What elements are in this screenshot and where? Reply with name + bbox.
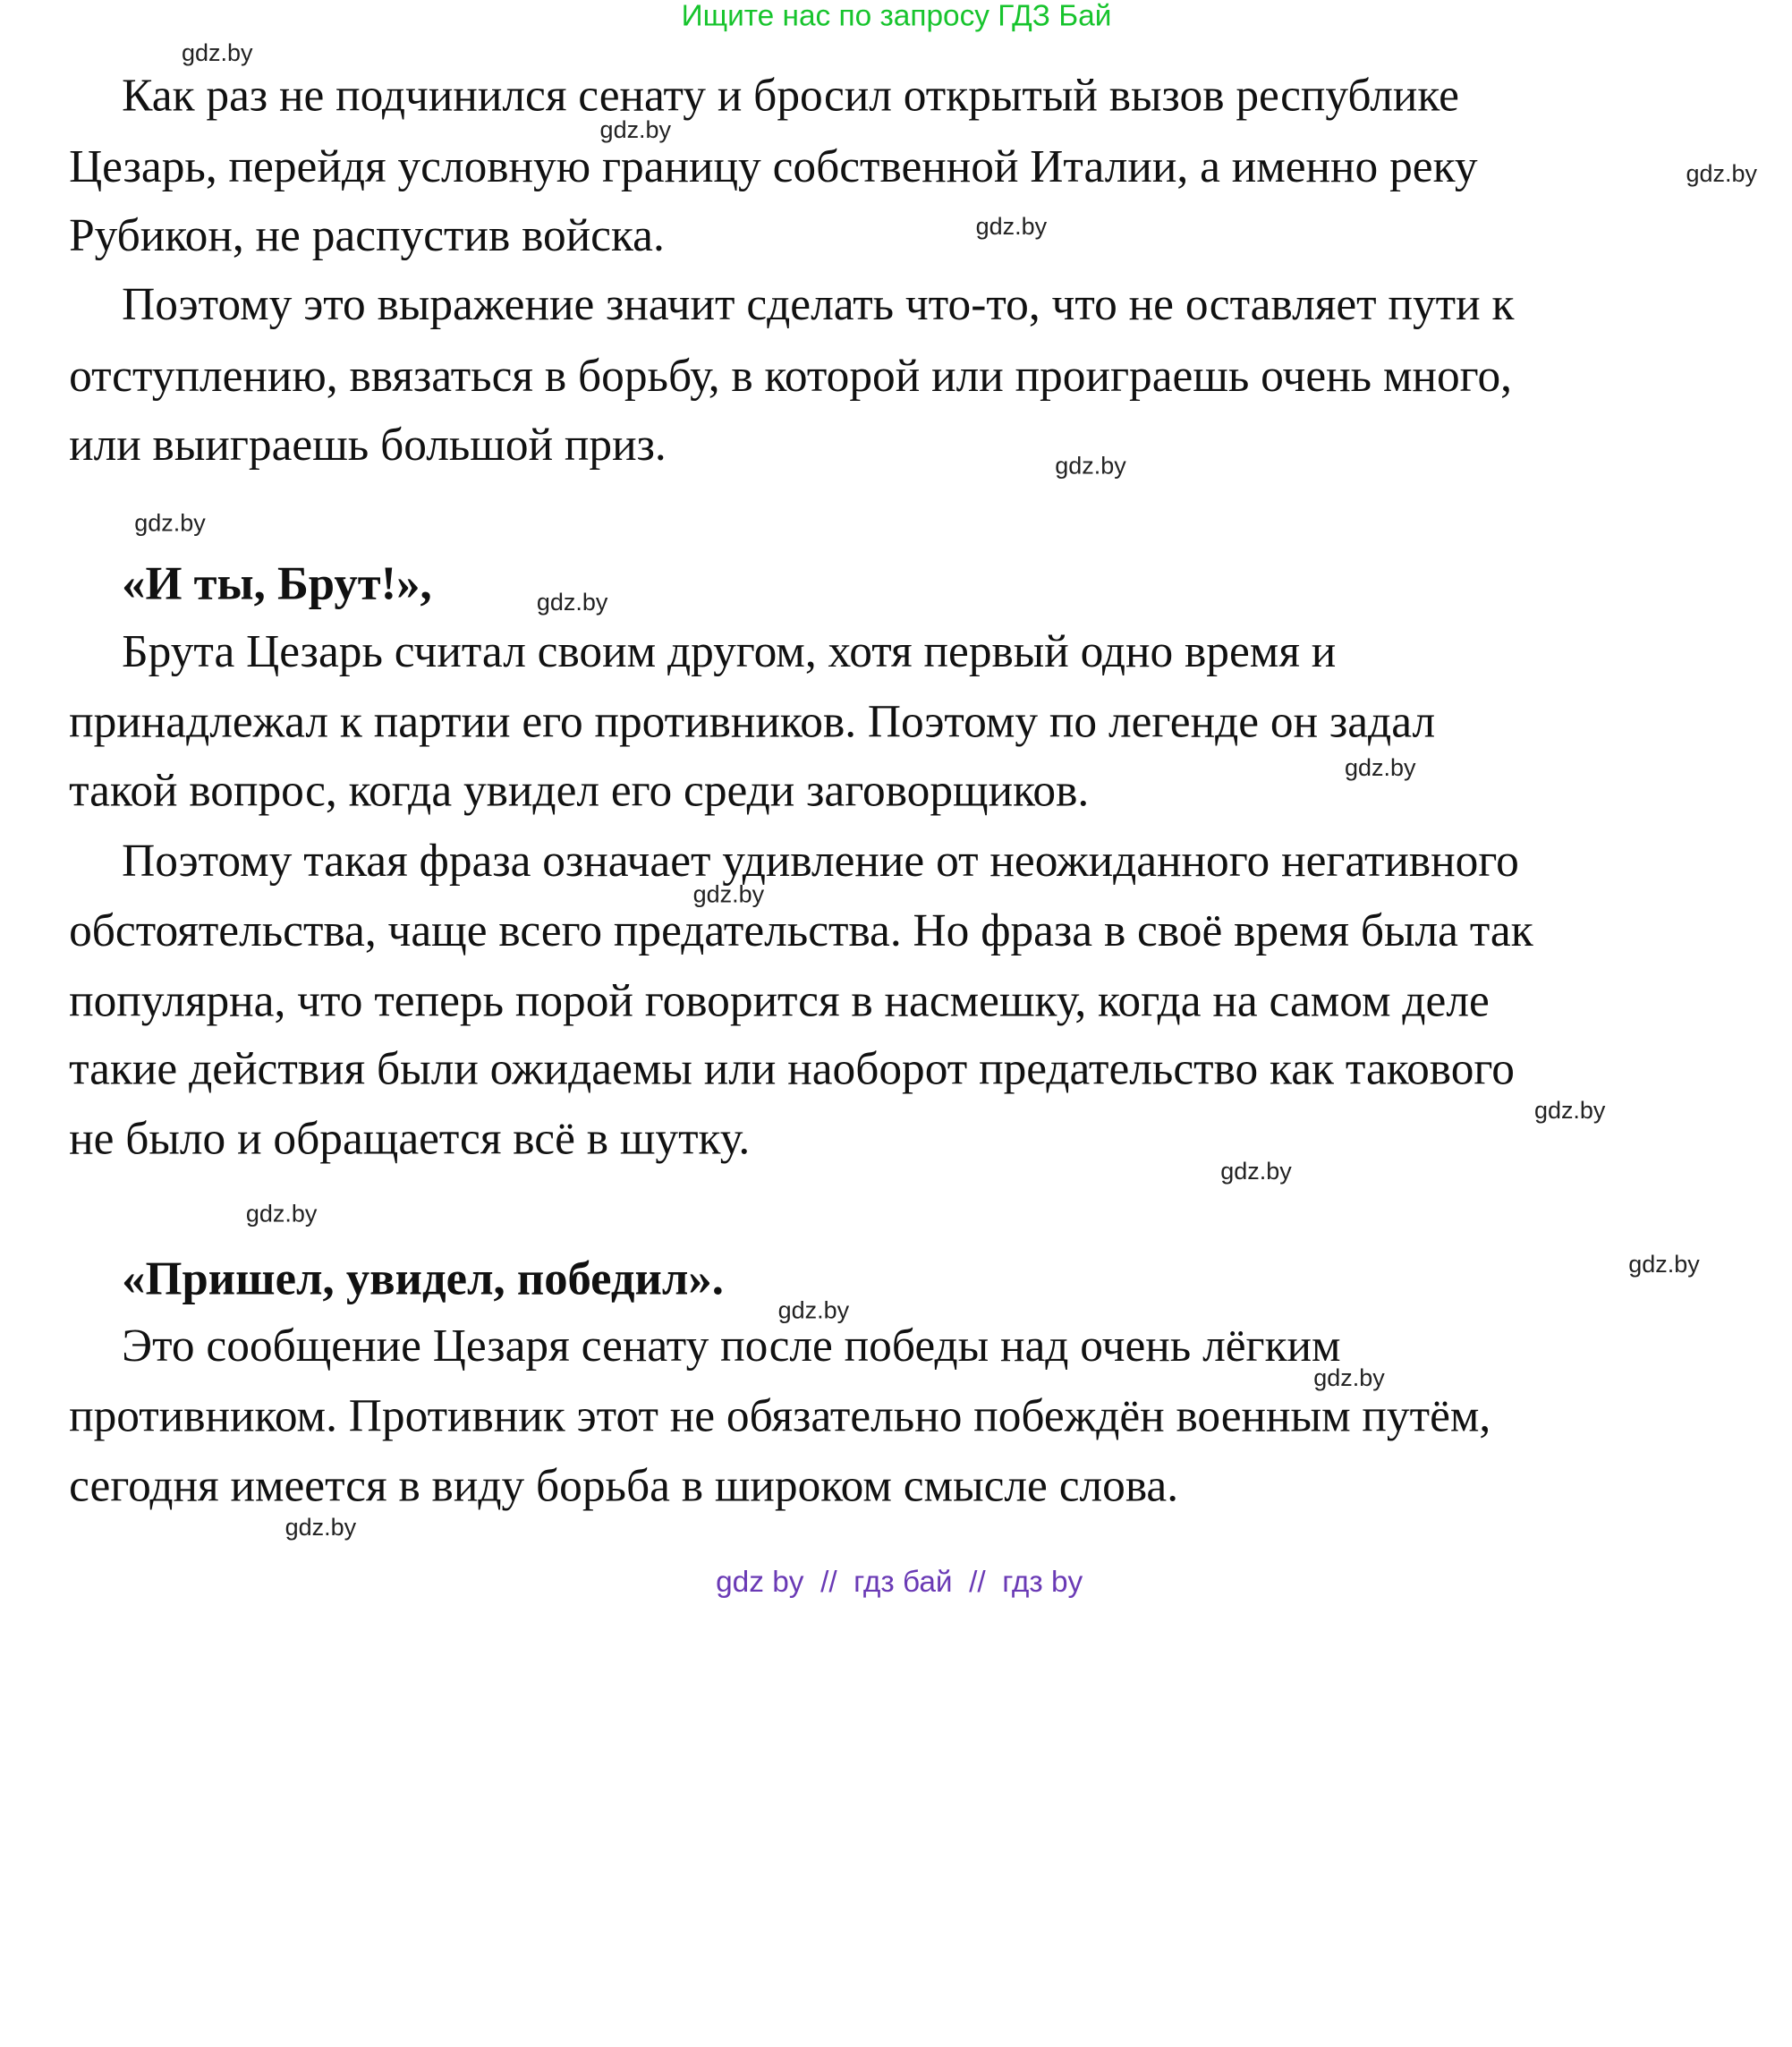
text-line: Цезарь, перейдя условную границу собственной Италии, а именно реку	[69, 140, 1478, 192]
watermark: gdz.by	[245, 1201, 318, 1227]
watermark: gdz.by	[1313, 1365, 1385, 1392]
text-line: принадлежал к партии его противников. Поэтому по легенде он задал	[69, 695, 1436, 747]
text-line: Как раз не подчинился сенату и бросил открытый вызов республике	[122, 69, 1459, 121]
search-banner: Ищите нас по запросу ГДЗ Бай	[681, 0, 1112, 32]
text-line: Брута Цезарь считал своим другом, хотя первый одно время и	[122, 624, 1337, 677]
text-line: отступлению, ввязаться в борьбу, в которой или проиграешь очень много,	[69, 349, 1513, 402]
text-line: Рубикон, не распустив войска.	[69, 208, 665, 261]
watermark: gdz.by	[1628, 1251, 1700, 1278]
watermark: gdz.by	[1533, 1097, 1606, 1125]
footer-text: gdz by // гдз бай // гдз by	[716, 1564, 1083, 1599]
text-line: Поэтому это выражение значит сделать что-то, что не оставляет пути к	[122, 277, 1515, 330]
text-line: такие действия были ожидаемы или наоборот предательство как такового	[69, 1042, 1515, 1094]
text-line: обстоятельства, чаще всего предательства. Но фраза в своё время была так	[69, 904, 1533, 956]
watermark: gdz.by	[1055, 453, 1126, 480]
watermark: gdz.by	[777, 1297, 850, 1324]
text-line: сегодня имеется в виду борьба в широком смысле слова.	[69, 1459, 1179, 1512]
watermark: gdz.by	[1220, 1158, 1292, 1185]
watermark: gdz.by	[692, 881, 765, 908]
text-line: или выиграешь большой приз.	[69, 418, 667, 471]
watermark: gdz.by	[975, 213, 1048, 241]
watermark: gdz.by	[1686, 160, 1757, 188]
watermark: gdz.by	[1344, 754, 1416, 782]
text-line: Поэтому такая фраза означает удивление от неожиданного негативного	[122, 834, 1519, 887]
text-line: Это сообщение Цезаря сенату после победы над очень лёгким	[122, 1319, 1341, 1372]
section-heading-veni: «Пришел, увидел, победил».	[122, 1251, 724, 1305]
watermark: gdz.by	[181, 39, 253, 67]
text-line: такой вопрос, когда увидел его среди заговорщиков.	[69, 764, 1090, 817]
text-line: противником. Противник этот не обязательно побеждён военным путём,	[69, 1389, 1491, 1441]
watermark: gdz.by	[285, 1515, 357, 1542]
watermark: gdz.by	[134, 510, 206, 537]
text-line: популярна, что теперь порой говорится в насмешку, когда на самом деле	[69, 974, 1490, 1027]
watermark: gdz.by	[536, 589, 608, 616]
section-heading-brutus: «И ты, Брут!»,	[122, 556, 432, 609]
text-line: не было и обращается всё в шутку.	[69, 1112, 751, 1165]
watermark: gdz.by	[599, 117, 672, 144]
